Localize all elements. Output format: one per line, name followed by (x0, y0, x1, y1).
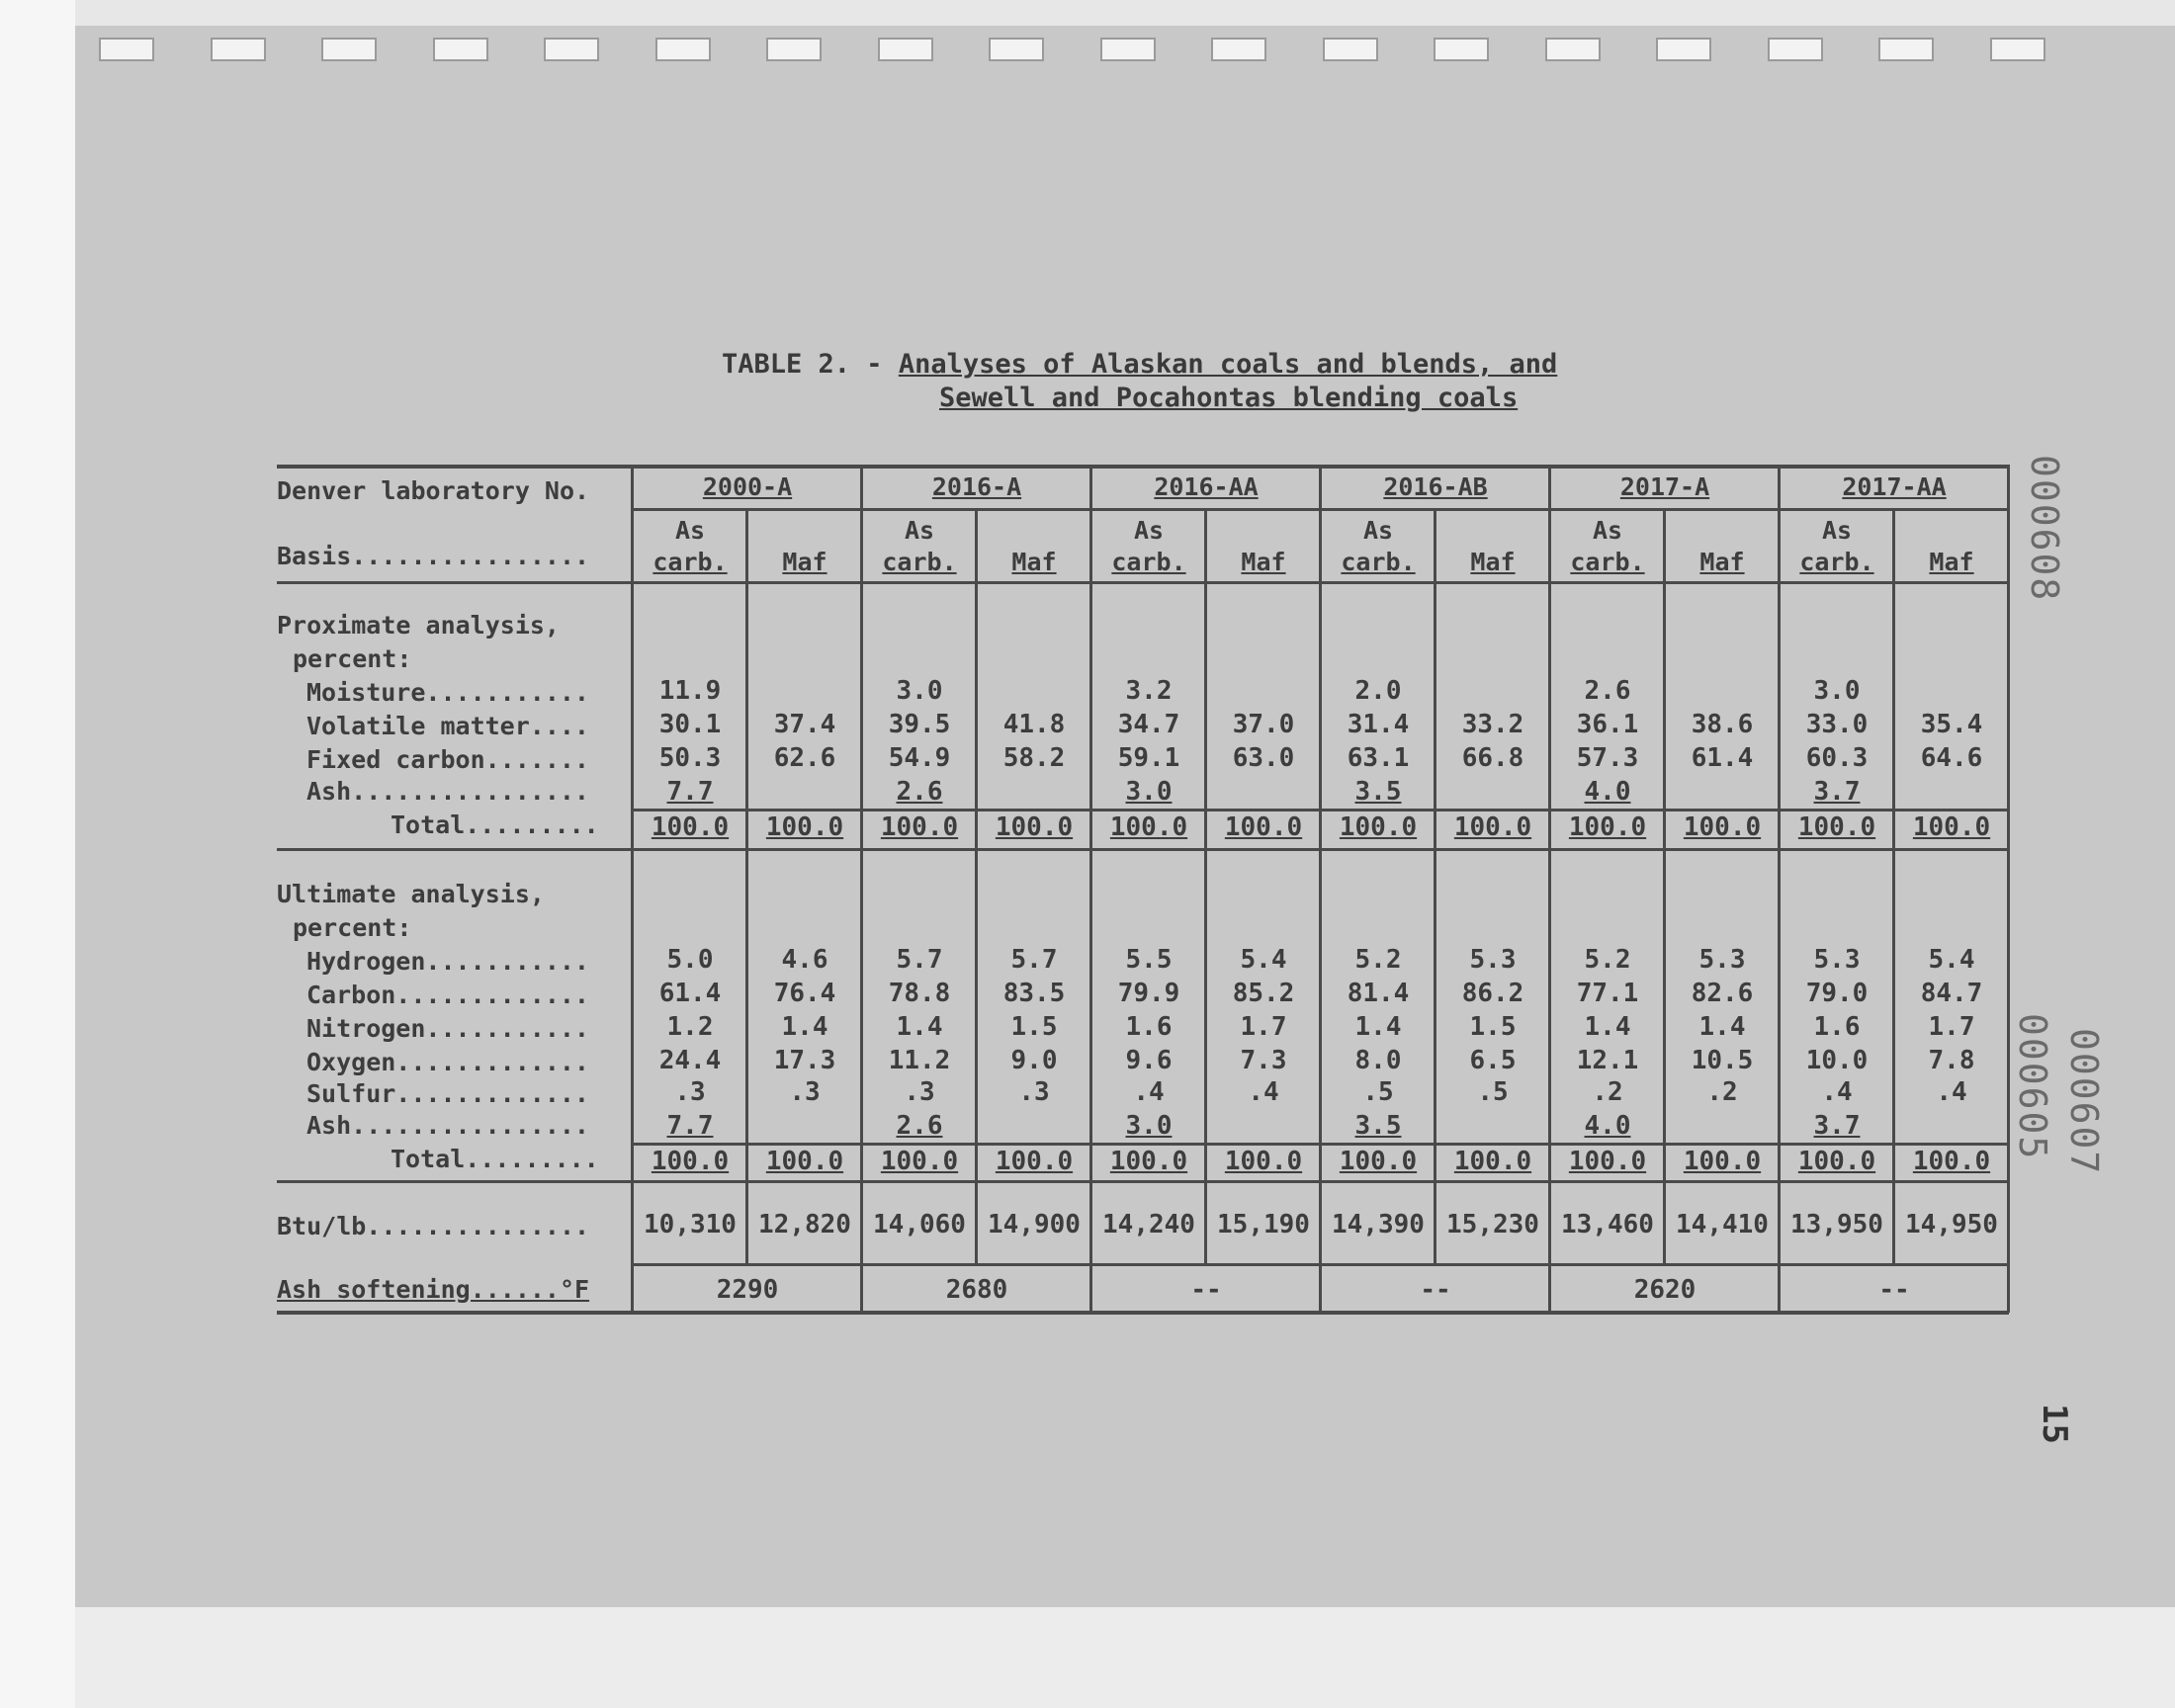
value-oxygen: 7.8 (1928, 1046, 1975, 1075)
value-carbon: 82.6 (1691, 979, 1754, 1008)
side-number-1: 000608 (2023, 455, 2066, 603)
value-total: 100.0 (1683, 812, 1762, 842)
value-fixed: 64.6 (1920, 743, 1983, 773)
value-ash-u: 2.6 (896, 1111, 943, 1141)
label-fixed-carbon: Fixed carbon....... (306, 745, 589, 774)
value-volatile: 39.5 (888, 710, 951, 739)
value-nitrogen: 1.7 (1928, 1012, 1975, 1042)
value-oxygen: 6.5 (1469, 1046, 1517, 1075)
value-moisture: 3.0 (896, 676, 943, 706)
punch-hole (1434, 38, 1489, 61)
value-carbon: 85.2 (1232, 979, 1295, 1008)
value-nitrogen: 1.4 (1584, 1012, 1631, 1042)
ash-softening-value: -- (1190, 1275, 1222, 1305)
value-hydrogen: 5.7 (896, 945, 943, 975)
value-fixed: 62.6 (773, 743, 836, 773)
basis-as-carb-line1: As (674, 516, 706, 545)
label-basis: Basis................ (277, 542, 590, 570)
label-carbon: Carbon............. (306, 981, 589, 1009)
punch-holes (99, 38, 2175, 77)
value-total-u: 100.0 (995, 1147, 1074, 1176)
value-volatile: 33.2 (1461, 710, 1524, 739)
value-oxygen: 9.6 (1125, 1046, 1173, 1075)
basis-maf: Maf (1241, 548, 1286, 576)
value-fixed: 63.0 (1232, 743, 1295, 773)
value-total-u: 100.0 (1109, 1147, 1188, 1176)
value-oxygen: 8.0 (1354, 1046, 1402, 1075)
value-hydrogen: 5.7 (1010, 945, 1058, 975)
label-proximate: Proximate analysis, (277, 611, 560, 640)
basis-as-carb-line1: As (1133, 516, 1165, 545)
value-sulfur: .3 (1018, 1077, 1050, 1107)
value-total: 100.0 (1109, 812, 1188, 842)
value-sulfur: .5 (1362, 1077, 1394, 1107)
punch-hole (1545, 38, 1601, 61)
basis-as-carb-line1: As (1821, 516, 1853, 545)
value-total-u: 100.0 (1339, 1147, 1418, 1176)
value-hydrogen: 5.2 (1584, 945, 1631, 975)
ash-softening-value: -- (1420, 1275, 1451, 1305)
sample-header: 2016-AB (1383, 472, 1488, 501)
value-total: 100.0 (1453, 812, 1532, 842)
value-total-u: 100.0 (1453, 1147, 1532, 1176)
value-btu: 14,390 (1332, 1210, 1425, 1239)
page-number: 15 (2035, 1404, 2074, 1444)
ash-softening-value: 2620 (1633, 1275, 1696, 1305)
basis-as-carb-line1: As (904, 516, 935, 545)
value-nitrogen: 1.4 (1698, 1012, 1746, 1042)
column-divider (631, 465, 634, 1313)
value-carbon: 78.8 (888, 979, 951, 1008)
scan-left-margin (0, 0, 75, 1708)
punch-hole (878, 38, 933, 61)
label-moisture: Moisture........... (306, 678, 589, 707)
value-sulfur: .3 (789, 1077, 821, 1107)
value-moisture: 3.0 (1813, 676, 1861, 706)
value-carbon: 61.4 (658, 979, 722, 1008)
value-total-u: 100.0 (765, 1147, 844, 1176)
value-nitrogen: 1.4 (1354, 1012, 1402, 1042)
punch-hole (989, 38, 1044, 61)
value-volatile: 41.8 (1002, 710, 1066, 739)
value-moisture: 11.9 (658, 676, 722, 706)
value-sulfur: .4 (1821, 1077, 1853, 1107)
column-divider (1548, 465, 1551, 1313)
value-hydrogen: 5.0 (666, 945, 714, 975)
ultimate-total-rule (277, 1180, 2009, 1183)
value-btu: 10,310 (644, 1210, 737, 1239)
label-oxygen: Oxygen............. (306, 1048, 589, 1076)
value-total-u: 100.0 (880, 1147, 959, 1176)
value-btu: 14,240 (1102, 1210, 1195, 1239)
value-btu: 13,460 (1561, 1210, 1654, 1239)
value-nitrogen: 1.5 (1010, 1012, 1058, 1042)
side-number-2: 000605 (2011, 1013, 2054, 1161)
label-total-ultimate: Total......... (391, 1145, 599, 1173)
basis-rule (277, 581, 2009, 584)
value-hydrogen: 5.3 (1813, 945, 1861, 975)
side-number-3: 000607 (2062, 1028, 2106, 1176)
label-volatile: Volatile matter.... (306, 712, 589, 740)
punch-hole (1768, 38, 1823, 61)
value-fixed: 66.8 (1461, 743, 1524, 773)
basis-as-carb-line2: carb. (1570, 548, 1645, 576)
label-btu: Btu/lb............... (277, 1212, 590, 1240)
value-sulfur: .3 (904, 1077, 935, 1107)
sample-header: 2017-A (1619, 472, 1710, 501)
value-total-u: 100.0 (1683, 1147, 1762, 1176)
column-divider (1089, 465, 1092, 1313)
value-ash-u: 3.0 (1125, 1111, 1173, 1141)
value-volatile: 38.6 (1691, 710, 1754, 739)
value-total-u: 100.0 (1797, 1147, 1876, 1176)
value-volatile: 36.1 (1576, 710, 1639, 739)
label-ultimate-percent: percent: (293, 913, 412, 942)
value-total: 100.0 (1797, 812, 1876, 842)
value-oxygen: 10.0 (1805, 1046, 1869, 1075)
value-btu: 15,230 (1446, 1210, 1539, 1239)
label-proximate-percent: percent: (293, 644, 412, 673)
value-total: 100.0 (1568, 812, 1647, 842)
value-sulfur: .4 (1248, 1077, 1279, 1107)
column-divider (1319, 465, 1322, 1313)
value-nitrogen: 1.2 (666, 1012, 714, 1042)
label-ash-softening: Ash softening......°F (277, 1275, 590, 1304)
basis-as-carb-line2: carb. (1341, 548, 1416, 576)
value-nitrogen: 1.4 (896, 1012, 943, 1042)
sample-header: 2016-AA (1154, 472, 1259, 501)
value-carbon: 81.4 (1347, 979, 1410, 1008)
column-divider (1778, 465, 1781, 1313)
value-carbon: 84.7 (1920, 979, 1983, 1008)
value-nitrogen: 1.5 (1469, 1012, 1517, 1042)
value-oxygen: 7.3 (1240, 1046, 1287, 1075)
value-nitrogen: 1.6 (1813, 1012, 1861, 1042)
sample-header: 2017-AA (1842, 472, 1947, 501)
value-fixed: 63.1 (1347, 743, 1410, 773)
label-lab-no: Denver laboratory No. (277, 476, 590, 505)
value-fixed: 60.3 (1805, 743, 1869, 773)
analyses-table (277, 465, 2012, 1324)
basis-maf: Maf (1929, 548, 1974, 576)
value-volatile: 35.4 (1920, 710, 1983, 739)
value-btu: 14,950 (1905, 1210, 1998, 1239)
value-ash: 7.7 (666, 777, 714, 807)
value-oxygen: 12.1 (1576, 1046, 1639, 1075)
value-volatile: 31.4 (1347, 710, 1410, 739)
value-sulfur: .4 (1936, 1077, 1967, 1107)
value-oxygen: 11.2 (888, 1046, 951, 1075)
label-nitrogen: Nitrogen........... (306, 1014, 589, 1043)
punch-hole (433, 38, 488, 61)
value-btu: 12,820 (758, 1210, 851, 1239)
value-fixed: 58.2 (1002, 743, 1066, 773)
table-title-line2: Sewell and Pocahontas blending coals (939, 383, 1519, 413)
value-moisture: 2.6 (1584, 676, 1631, 706)
value-ash: 2.6 (896, 777, 943, 807)
ash-softening-value: 2680 (945, 1275, 1008, 1305)
label-ash: Ash................ (306, 777, 589, 806)
value-total: 100.0 (995, 812, 1074, 842)
basis-maf: Maf (1699, 548, 1745, 576)
ash-softening-value: 2290 (716, 1275, 779, 1305)
value-btu: 15,190 (1217, 1210, 1310, 1239)
value-btu: 13,950 (1790, 1210, 1883, 1239)
value-volatile: 37.4 (773, 710, 836, 739)
value-sulfur: .2 (1706, 1077, 1738, 1107)
value-hydrogen: 5.3 (1698, 945, 1746, 975)
value-ash-u: 3.7 (1813, 1111, 1861, 1141)
table-top-rule (277, 465, 2009, 469)
basis-as-carb-line2: carb. (652, 548, 728, 576)
value-fixed: 61.4 (1691, 743, 1754, 773)
column-divider (2007, 465, 2010, 1313)
value-total: 100.0 (1224, 812, 1303, 842)
value-nitrogen: 1.4 (781, 1012, 828, 1042)
value-total-u: 100.0 (651, 1147, 730, 1176)
value-sulfur: .3 (674, 1077, 706, 1107)
punch-hole (766, 38, 822, 61)
ash-softening-value: -- (1878, 1275, 1910, 1305)
value-volatile: 34.7 (1117, 710, 1180, 739)
value-total: 100.0 (765, 812, 844, 842)
value-ash-u: 4.0 (1584, 1111, 1631, 1141)
basis-as-carb-line2: carb. (1111, 548, 1186, 576)
punch-hole (1990, 38, 2045, 61)
label-ash-ultimate: Ash................ (306, 1111, 589, 1140)
value-ash-u: 7.7 (666, 1111, 714, 1141)
value-moisture: 3.2 (1125, 676, 1173, 706)
value-oxygen: 10.5 (1691, 1046, 1754, 1075)
label-hydrogen: Hydrogen........... (306, 947, 589, 976)
value-btu: 14,060 (873, 1210, 966, 1239)
label-ultimate: Ultimate analysis, (277, 880, 545, 908)
value-total: 100.0 (1912, 812, 1991, 842)
value-nitrogen: 1.7 (1240, 1012, 1287, 1042)
value-fixed: 57.3 (1576, 743, 1639, 773)
value-total: 100.0 (880, 812, 959, 842)
punch-hole (211, 38, 266, 61)
value-ash-u: 3.5 (1354, 1111, 1402, 1141)
value-sulfur: .5 (1477, 1077, 1509, 1107)
punch-hole (1323, 38, 1378, 61)
value-fixed: 59.1 (1117, 743, 1180, 773)
value-hydrogen: 5.4 (1240, 945, 1287, 975)
table-title-prefix: TABLE 2. - (722, 349, 899, 380)
value-carbon: 79.9 (1117, 979, 1180, 1008)
punch-hole (544, 38, 599, 61)
value-hydrogen: 5.2 (1354, 945, 1402, 975)
value-fixed: 54.9 (888, 743, 951, 773)
value-carbon: 83.5 (1002, 979, 1066, 1008)
value-total-u: 100.0 (1912, 1147, 1991, 1176)
label-sulfur: Sulfur............. (306, 1079, 589, 1108)
punch-hole (1656, 38, 1711, 61)
value-volatile: 33.0 (1805, 710, 1869, 739)
value-ash: 3.5 (1354, 777, 1402, 807)
punch-hole (321, 38, 377, 61)
value-hydrogen: 5.3 (1469, 945, 1517, 975)
value-total: 100.0 (1339, 812, 1418, 842)
value-hydrogen: 5.4 (1928, 945, 1975, 975)
value-btu: 14,900 (988, 1210, 1081, 1239)
table-bottom-rule (277, 1311, 2009, 1315)
column-divider (860, 465, 863, 1313)
value-ash: 4.0 (1584, 777, 1631, 807)
value-carbon: 77.1 (1576, 979, 1639, 1008)
punch-hole (655, 38, 711, 61)
proximate-total-rule (277, 848, 2009, 851)
punch-hole (1211, 38, 1266, 61)
basis-maf: Maf (1470, 548, 1516, 576)
basis-as-carb-line1: As (1362, 516, 1394, 545)
value-nitrogen: 1.6 (1125, 1012, 1173, 1042)
value-oxygen: 9.0 (1010, 1046, 1058, 1075)
basis-as-carb-line2: carb. (1799, 548, 1874, 576)
value-hydrogen: 5.5 (1125, 945, 1173, 975)
sample-header: 2000-A (702, 472, 793, 501)
value-carbon: 86.2 (1461, 979, 1524, 1008)
value-ash: 3.0 (1125, 777, 1173, 807)
value-volatile: 30.1 (658, 710, 722, 739)
punch-hole (1878, 38, 1934, 61)
label-total: Total......... (391, 811, 599, 839)
basis-as-carb-line2: carb. (882, 548, 957, 576)
value-carbon: 76.4 (773, 979, 836, 1008)
value-sulfur: .2 (1592, 1077, 1623, 1107)
scan-bottom-margin (75, 1607, 2175, 1708)
basis-maf: Maf (1011, 548, 1057, 576)
value-total-u: 100.0 (1568, 1147, 1647, 1176)
value-ash: 3.7 (1813, 777, 1861, 807)
value-hydrogen: 4.6 (781, 945, 828, 975)
table-title-line1: Analyses of Alaskan coals and blends, and (898, 349, 1558, 380)
value-volatile: 37.0 (1232, 710, 1295, 739)
punch-hole (99, 38, 154, 61)
value-sulfur: .4 (1133, 1077, 1165, 1107)
punch-hole (1100, 38, 1156, 61)
basis-maf: Maf (782, 548, 827, 576)
value-btu: 14,410 (1676, 1210, 1769, 1239)
basis-as-carb-line1: As (1592, 516, 1623, 545)
value-total: 100.0 (651, 812, 730, 842)
value-oxygen: 17.3 (773, 1046, 836, 1075)
value-fixed: 50.3 (658, 743, 722, 773)
value-carbon: 79.0 (1805, 979, 1869, 1008)
value-total-u: 100.0 (1224, 1147, 1303, 1176)
sample-header: 2016-A (931, 472, 1022, 501)
value-oxygen: 24.4 (658, 1046, 722, 1075)
value-moisture: 2.0 (1354, 676, 1402, 706)
